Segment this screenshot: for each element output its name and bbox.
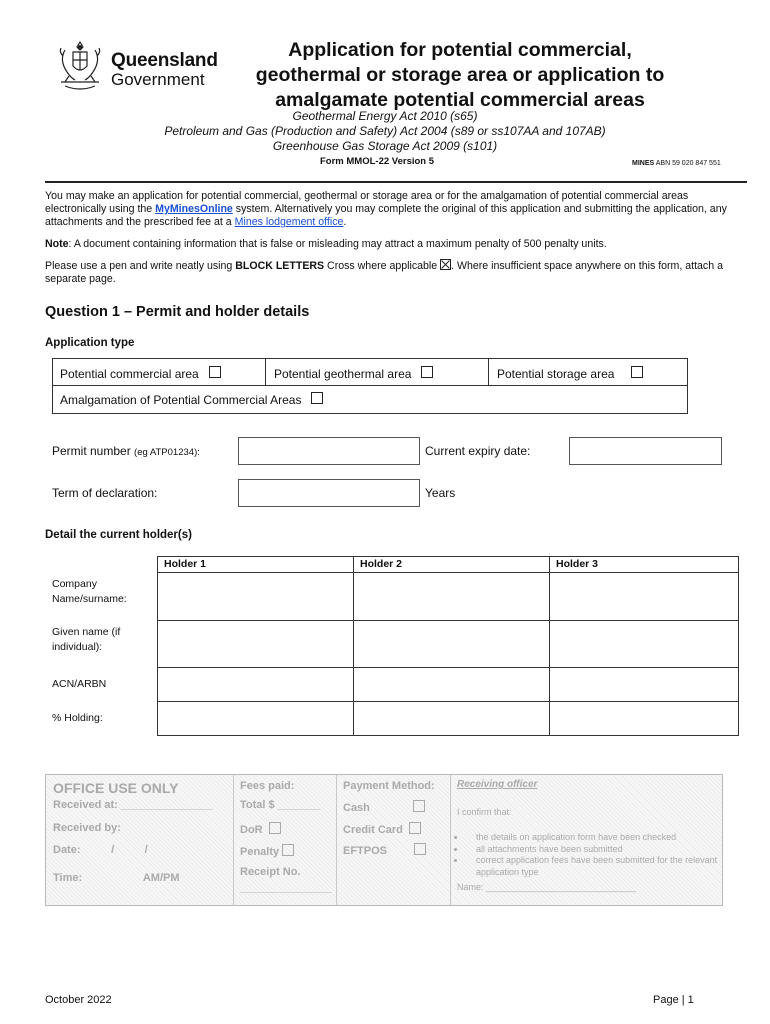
permit-number-label (52, 444, 200, 458)
crossed-box-icon (440, 259, 451, 270)
payment-method-label: Payment Method: (343, 780, 435, 792)
term-input[interactable] (238, 479, 420, 507)
row-label: Given name (if individual): (52, 625, 121, 653)
header-divider (45, 181, 747, 183)
act-reference: Petroleum and Gas (Production and Safety) Act 2004 (s89 or ss107AA and 107AB) (164, 124, 606, 138)
application-type-table (52, 358, 688, 414)
office-use-panel (45, 774, 723, 906)
instructions-text: Please use a pen and write neatly using (45, 260, 236, 272)
fees-paid-label: Fees paid: (240, 780, 295, 792)
cash-label: Cash (343, 802, 370, 814)
panel-divider (450, 775, 451, 905)
note-label: Note (45, 238, 69, 250)
blank-corner (45, 557, 158, 573)
table-divider (53, 385, 687, 386)
act-reference: Geothermal Energy Act 2010 (s65) (292, 109, 478, 123)
eftpos-checkbox (414, 843, 426, 855)
abn-number: ABN 59 020 847 551 (655, 160, 721, 167)
block-letters-text: BLOCK LETTERS (235, 260, 325, 272)
table-divider (265, 359, 266, 385)
confirm-item: • all attachments have been submitted (466, 844, 728, 856)
intro-text: system. Alternatively you may complete the original of this application and submitting the application, any attachments and the prescribed fee at a (45, 203, 727, 228)
officer-name-field: Name: ______________________________ (457, 882, 637, 892)
footer-date: October 2022 (45, 994, 112, 1006)
received-at-field: Received at: _______________ (53, 799, 213, 811)
expiry-date-label: Current expiry date: (425, 444, 531, 458)
penalty-field (240, 844, 294, 858)
permit-label-text: Permit number (52, 444, 135, 458)
penalty-checkbox (282, 844, 294, 856)
question-heading: Question 1 – Permit and holder details (45, 304, 310, 320)
holder2-company-input[interactable] (354, 573, 550, 621)
title-line: amalgamate potential commercial areas (275, 89, 645, 111)
credit-card-checkbox (409, 822, 421, 834)
myminesonline-link[interactable]: MyMinesOnline (155, 203, 233, 215)
checkbox-amalgamation[interactable] (311, 392, 323, 404)
holder1-company-input[interactable] (158, 573, 354, 621)
dor-checkbox (269, 822, 281, 834)
eftpos-field (343, 843, 426, 857)
page-number: Page | 1 (653, 994, 694, 1006)
title-line: Application for potential commercial, (288, 39, 632, 61)
confirm-item: • the details on application form have been checked (466, 832, 728, 844)
holder2-holding-input[interactable] (354, 702, 550, 736)
row-label: Company Name/surname: (52, 577, 127, 605)
instructions-text: Cross where applicable (324, 260, 441, 272)
holder2-given-name-input[interactable] (354, 621, 550, 668)
credit-card-field (343, 822, 421, 836)
holder-column-header: Holder 1 (158, 557, 354, 573)
permit-hint: (eg ATP01234): (134, 447, 200, 458)
panel-divider (233, 775, 234, 905)
note-text: : A document containing information that is false or misleading may attract a maximum penalty of 500 penalty units. (68, 238, 607, 250)
confirm-text: I confirm that: (457, 807, 512, 817)
option-label: Amalgamation of Potential Commercial Areas (60, 393, 302, 407)
option-label: Potential commercial area (60, 367, 199, 381)
note-paragraph (45, 238, 735, 251)
receiving-officer-label: Receiving officer (457, 779, 538, 790)
checkbox-storage[interactable] (631, 366, 643, 378)
confirm-list (454, 832, 728, 878)
total-field: Total $ _______ (240, 799, 321, 811)
instructions-paragraph (45, 259, 735, 286)
holder1-acn-input[interactable] (158, 668, 354, 702)
holder1-given-name-input[interactable] (158, 621, 354, 668)
checkbox-geothermal[interactable] (421, 366, 433, 378)
form-title (230, 38, 690, 113)
cash-field (343, 800, 425, 814)
instructions-text: . Where insufficient space anywhere on this form, attach a separate page. (45, 260, 723, 285)
qld-government-logo (55, 38, 218, 94)
option-geothermal (274, 366, 433, 381)
abn-label (632, 160, 721, 167)
intro-text: You may make an application for potential commercial, geothermal or storage area or for the amalgamation of potential commercial areas electronically using the (45, 190, 689, 215)
option-storage (497, 366, 643, 381)
holder1-holding-input[interactable] (158, 702, 354, 736)
intro-paragraph (45, 190, 735, 229)
panel-divider (336, 775, 337, 905)
option-label: Potential storage area (497, 367, 615, 381)
row-label: % Holding: (52, 711, 103, 724)
eftpos-label: EFTPOS (343, 845, 388, 857)
checkbox-commercial[interactable] (209, 366, 221, 378)
holder3-company-input[interactable] (550, 573, 739, 621)
table-divider (488, 359, 489, 385)
option-commercial (60, 366, 221, 381)
holder3-acn-input[interactable] (550, 668, 739, 702)
act-reference: Greenhouse Gas Storage Act 2009 (s101) (272, 139, 498, 153)
application-type-heading: Application type (45, 337, 135, 349)
permit-number-input[interactable] (238, 437, 420, 465)
years-label: Years (425, 486, 456, 500)
cash-checkbox (413, 800, 425, 812)
received-by-field: Received by: (53, 822, 121, 834)
holder3-holding-input[interactable] (550, 702, 739, 736)
holder-column-header: Holder 3 (550, 557, 739, 573)
receipt-label: Receipt No. (240, 866, 301, 878)
logo-line1: Queensland (111, 50, 218, 71)
mines-label: MINES (632, 160, 655, 167)
logo-line2: Government (111, 70, 205, 89)
holders-table (45, 556, 739, 736)
holder3-given-name-input[interactable] (550, 621, 739, 668)
credit-card-label: Credit Card (343, 824, 403, 836)
date-field: Date: / / (53, 844, 148, 856)
time-field: Time: AM/PM (53, 872, 180, 884)
option-label: Potential geothermal area (274, 367, 412, 381)
office-use-title: OFFICE USE ONLY (53, 780, 179, 796)
row-label: ACN/ARBN (52, 677, 107, 690)
holder2-acn-input[interactable] (354, 668, 550, 702)
form-number: Form MMOL-22 Version 5 (320, 156, 435, 167)
dor-field (240, 822, 281, 836)
confirm-item: • correct application fees have been submitted for the relevant application type (466, 855, 728, 878)
lodgement-office-link[interactable]: Mines lodgement office (234, 216, 344, 228)
intro-text: . (343, 216, 347, 228)
dor-label: DoR (240, 824, 263, 836)
holders-heading: Detail the current holder(s) (45, 529, 192, 541)
holder-column-header: Holder 2 (354, 557, 550, 573)
expiry-date-input[interactable] (569, 437, 722, 465)
penalty-label: Penalty (240, 846, 280, 858)
coat-of-arms-icon (55, 38, 105, 94)
title-line: geothermal or storage area or application to (255, 64, 665, 86)
term-label: Term of declaration: (52, 486, 158, 500)
option-amalgamation (60, 392, 323, 407)
receipt-line: _______________ (240, 882, 332, 894)
